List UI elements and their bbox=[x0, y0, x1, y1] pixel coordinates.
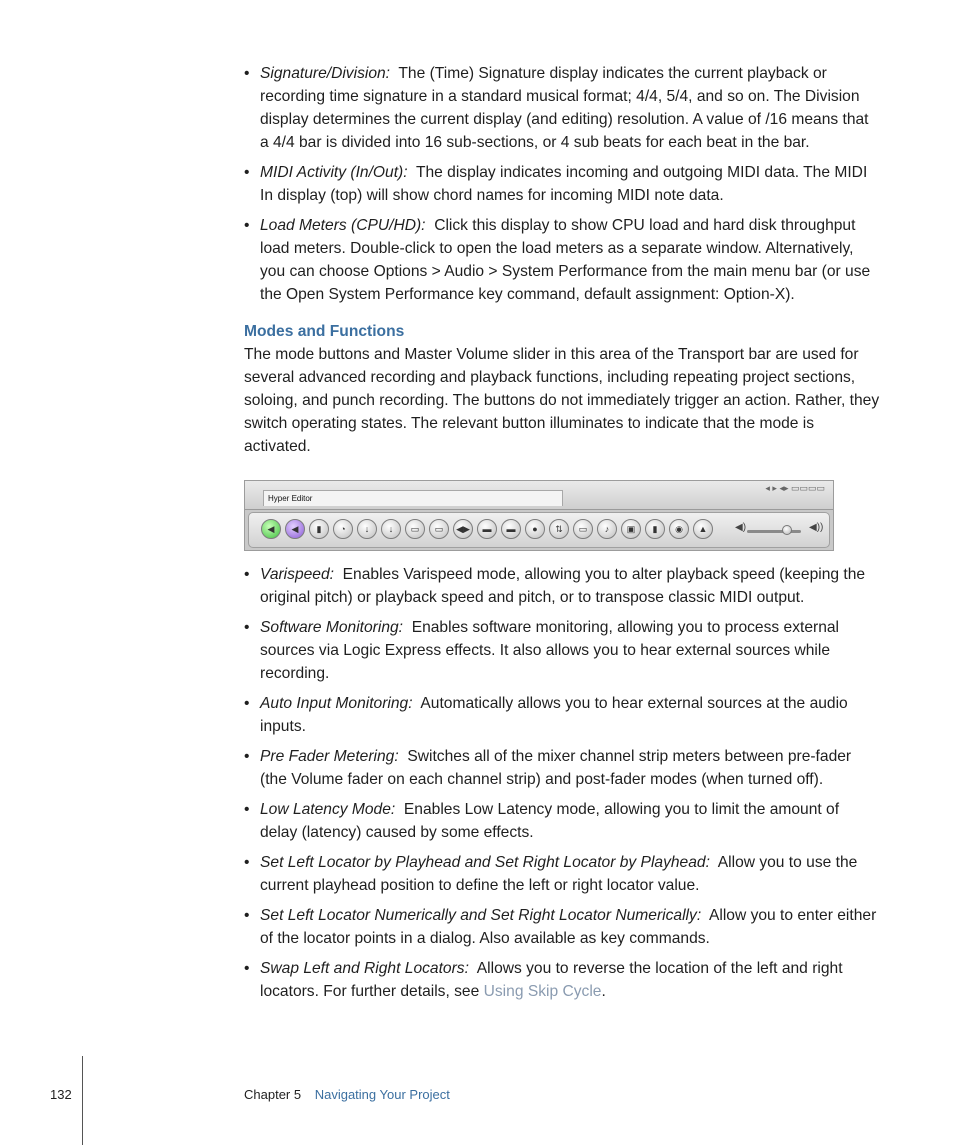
bullet-item: • Pre Fader Metering: Switches all of the mixer channel strip meters between pre-fader (the Volume fader on each channel strip) and post-fader modes (when turned off). bbox=[244, 748, 852, 788]
master-volume-knob bbox=[782, 525, 792, 535]
bullet-text: Allows you to reverse the location of the left and right locators. For further details, see bbox=[260, 960, 843, 1000]
window-controls-icon: ◂ ▸ ◂▸ ▭▭▭▭ bbox=[765, 483, 825, 493]
mode-button-icon: ▭ bbox=[573, 519, 593, 539]
volume-high-icon: ◀)) bbox=[809, 522, 824, 533]
bullet-text: Allow you to use the current playhead position to define the left or right locator value. bbox=[260, 854, 858, 894]
volume-low-icon: ◀) bbox=[735, 522, 747, 533]
transport-bar-illustration bbox=[244, 480, 834, 551]
bullet-text: Enables Low Latency mode, allowing you to limit the amount of delay (latency) caused by some effects. bbox=[260, 801, 840, 841]
bullet-term: MIDI Activity (In/Out): bbox=[260, 164, 408, 181]
bullet-term: Swap Left and Right Locators: bbox=[260, 960, 469, 977]
mode-button-icon: ▬ bbox=[501, 519, 521, 539]
mode-button-icon: ● bbox=[525, 519, 545, 539]
bullet-item: • Varispeed: Enables Varispeed mode, allowing you to alter playback speed (keeping the original pitch) or playback speed and pitch, or to transpose classic MIDI output. bbox=[244, 566, 866, 606]
bullet-text: Enables Varispeed mode, allowing you to alter playback speed (keeping the original pitch) or playback speed and pitch, or to transpose classic MIDI output. bbox=[260, 566, 866, 606]
set-right-locator-numeric-icon: ◀▶ bbox=[453, 519, 473, 539]
bullet-item: • Software Monitoring: Enables software monitoring, allowing you to process external sources via Logic Express effects. It also allows you to hear external sources while recording. bbox=[244, 619, 840, 682]
footer-chapter: Chapter 5 bbox=[244, 1087, 302, 1102]
bullet-text: Click this display to show CPU load and hard disk throughput load meters. Double-click to open the load meters as a separate window. Alternatively, you can choose Options > Audio > System Performance from the main menu bar (or use the Open System Performance key command, default assignment: Option-X). bbox=[260, 217, 871, 303]
bullet-term: Varispeed: bbox=[260, 566, 334, 583]
transport-mode-buttons bbox=[248, 512, 830, 548]
bullet-text: Switches all of the mixer channel strip meters between pre-fader (the Volume fader on each channel strip) and post-fader modes (when turned off). bbox=[260, 748, 852, 788]
mode-button-icon: ▣ bbox=[621, 519, 641, 539]
bullet-term: Signature/Division: bbox=[260, 65, 391, 82]
section-paragraph: The mode buttons and Master Volume slider in this area of the Transport bar are used for several advanced recording and playback functions, including repeating project sections, soloing, and punch recording. The buttons do not immediately trigger an action. Rather, they switch operating states. The relevant button illuminates to indicate that the mode is activated. bbox=[244, 346, 880, 455]
bullet-text: The (Time) Signature display indicates the current playback or recording time signature in a standard musical format; 4/4, 5/4, and so on. The Division display determines the current display (and editing) resolution. A value of /16 means that a 4/4 bar is divided into 16 sub-sections, or 4 sub beats for each beat in the bar. bbox=[260, 65, 869, 151]
varispeed-button-icon: ◀ bbox=[261, 519, 281, 539]
mode-button-icon: ▲ bbox=[693, 519, 713, 539]
transport-top-strip bbox=[245, 481, 833, 510]
master-volume-slider bbox=[747, 530, 801, 533]
bullet-term: Load Meters (CPU/HD): bbox=[260, 217, 426, 234]
footer-rule bbox=[82, 1056, 83, 1145]
bullet-item: • Set Left Locator by Playhead and Set Right Locator by Playhead: Allow you to use the current playhead position to define the left or right locator value. bbox=[244, 854, 858, 894]
bullet-term: Set Left Locator by Playhead and Set Right Locator by Playhead: bbox=[260, 854, 710, 871]
bullet-item: • Auto Input Monitoring: Automatically allows you to hear external sources at the audio inputs. bbox=[244, 695, 848, 735]
section-heading: Modes and Functions bbox=[244, 323, 405, 340]
bullet-text: Enables software monitoring, allowing you to process external sources via Logic Express effects. It also allows you to hear external sources while recording. bbox=[260, 619, 840, 682]
low-latency-button-icon: ↓ bbox=[357, 519, 377, 539]
bullet-item: • Low Latency Mode: Enables Low Latency mode, allowing you to limit the amount of delay (latency) caused by some effects. bbox=[244, 801, 840, 841]
set-left-locator-numeric-icon: ▭ bbox=[429, 519, 449, 539]
footer-chapter-title: Navigating Your Project bbox=[314, 1087, 450, 1102]
bullet-list-bottom bbox=[244, 563, 880, 1010]
auto-input-monitoring-button-icon: ▮ bbox=[309, 519, 329, 539]
bullet-term: Pre Fader Metering: bbox=[260, 748, 399, 765]
bullet-item: • Swap Left and Right Locators: Allows you to reverse the location of the left and right locators. For further details, see Using Skip Cycle. bbox=[244, 960, 843, 1000]
mode-button-icon: ◉ bbox=[669, 519, 689, 539]
page-number: 132 bbox=[50, 1087, 72, 1102]
set-right-locator-playhead-icon: ▭ bbox=[405, 519, 425, 539]
bullet-item: • Set Left Locator Numerically and Set Right Locator Numerically: Allow you to enter either of the locator points in a dialog. Also available as key commands. bbox=[244, 907, 877, 947]
software-monitoring-button-icon: ◀ bbox=[285, 519, 305, 539]
bullet-term: Low Latency Mode: bbox=[260, 801, 396, 818]
bullet-item: • Load Meters (CPU/HD): Click this display to show CPU load and hard disk throughput load meters. Double-click to open the load meters as a separate window. Alternatively, you can choose Options > Audio > System Performance from the main menu bar (or use the Open System Performance key command, default assignment: Option-X). bbox=[244, 217, 871, 303]
bullet-term: Set Left Locator Numerically and Set Right Locator Numerically: bbox=[260, 907, 702, 924]
bullet-item: • Signature/Division: The (Time) Signature display indicates the current playback or recording time signature in a standard musical format; 4/4, 5/4, and so on. The Division display determines the current display (and editing) resolution. A value of /16 means that a 4/4 bar is divided into 16 sub-sections, or 4 sub beats for each beat in the bar. bbox=[244, 65, 869, 151]
hyper-editor-tab: Hyper Editor bbox=[263, 490, 563, 506]
bullet-tail: . bbox=[601, 983, 606, 1000]
bullet-list-top bbox=[244, 62, 880, 313]
mode-button-icon: ⇅ bbox=[549, 519, 569, 539]
bullet-text: Allow you to enter either of the locator points in a dialog. Also available as key commands. bbox=[260, 907, 877, 947]
bullet-text: Automatically allows you to hear external sources at the audio inputs. bbox=[260, 695, 848, 735]
bullet-term: Software Monitoring: bbox=[260, 619, 404, 636]
bullet-term: Auto Input Monitoring: bbox=[260, 695, 413, 712]
pre-fader-metering-button-icon: ◔ bbox=[333, 519, 353, 539]
using-skip-cycle-link[interactable]: Using Skip Cycle bbox=[483, 983, 602, 1000]
set-left-locator-playhead-icon: ↓ bbox=[381, 519, 401, 539]
bullet-text: The display indicates incoming and outgoing MIDI data. The MIDI In display (top) will show chord names for incoming MIDI note data. bbox=[260, 164, 868, 204]
bullet-item: • MIDI Activity (In/Out): The display indicates incoming and outgoing MIDI data. The MIDI In display (top) will show chord names for incoming MIDI note data. bbox=[244, 164, 868, 204]
mode-button-icon: ▮ bbox=[645, 519, 665, 539]
swap-locators-icon: ▬ bbox=[477, 519, 497, 539]
mode-button-icon: ♪ bbox=[597, 519, 617, 539]
footer bbox=[244, 1087, 450, 1102]
